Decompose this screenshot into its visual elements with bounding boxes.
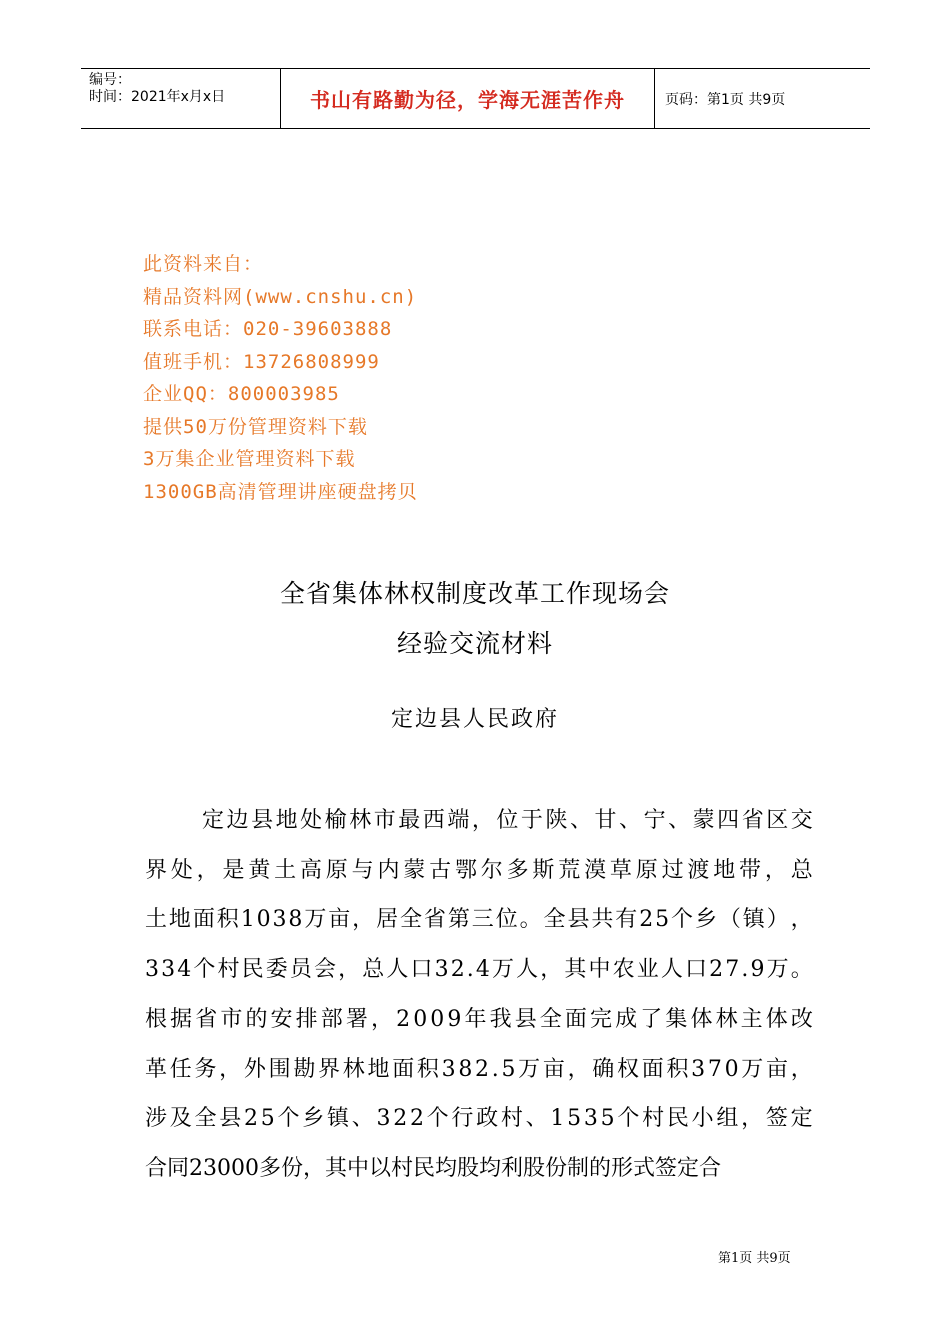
document-title-line1: 全省集体林权制度改革工作现场会 bbox=[279, 579, 670, 608]
document-author: 定边县人民政府 bbox=[390, 707, 559, 732]
body-line: 定 边 县 地 处 榆 林 市 最 西 端 ， 位 于 陕 、 甘 、 宁 、 蒙 四 省 区 交 bbox=[202, 808, 813, 833]
header-page-info: 页码：第1页 共9页 bbox=[665, 91, 786, 108]
source-line: 精品资料网(www.cnshu.cn) bbox=[143, 285, 418, 308]
source-line: 企业QQ：800003985 bbox=[143, 383, 340, 405]
source-line: 联系电话：020-39603888 bbox=[143, 318, 393, 340]
source-line: 提供50万份管理资料下载 bbox=[143, 415, 368, 438]
body-line: 土 地 面 积 1 0 3 8 万 亩 ， 居 全 省 第 三 位 。 全 县 共 有 2 5 个 乡 （ 镇 ） ， bbox=[145, 907, 813, 933]
body-line: 3 3 4 个 村 民 委 员 会 ， 总 人 口 3 2 . 4 万 人 ， 其 中 农 业 人 口 2 7 . 9 万 。 bbox=[145, 957, 813, 983]
header-time-label: 时间：2021年x月x日 bbox=[89, 89, 226, 105]
document-body bbox=[145, 796, 813, 1194]
document-title-line2: 经验交流材料 bbox=[396, 629, 553, 658]
source-line: 3万集企业管理资料下载 bbox=[143, 448, 356, 470]
header-meta-cell bbox=[81, 69, 281, 128]
header-number-label: 编号： bbox=[89, 72, 131, 88]
body-line: 涉 及 全 县 2 5 个 乡 镇 、 3 2 2 个 行 政 村 、 1 5 3 5 个 村 民 小 组 ， 签 定 bbox=[145, 1106, 813, 1132]
source-line: 1300GB高清管理讲座硬盘拷贝 bbox=[143, 480, 418, 503]
body-line: 革 任 务 ， 外 围 勘 界 林 地 面 积 3 8 2 . 5 万 亩 ， 确 权 面 积 3 7 0 万 亩 ， bbox=[145, 1056, 813, 1082]
source-info-block bbox=[143, 248, 418, 508]
page-footer: 第1页 共9页 bbox=[718, 1251, 791, 1266]
body-line: 合同23000多份，其中以村民均股均利股份制的形式签定合 bbox=[145, 1155, 721, 1181]
source-line: 值班手机：13726808999 bbox=[143, 350, 380, 373]
body-line: 根 据 省 市 的 安 排 部 署 ， 2 0 0 9 年 我 县 全 面 完 成 了 集 体 林 主 体 改 bbox=[145, 1006, 813, 1032]
body-line: 界 处 ， 是 黄 土 高 原 与 内 蒙 古 鄂 尔 多 斯 荒 漠 草 原 过 渡 地 带 ， 总 bbox=[145, 857, 813, 883]
page-header bbox=[81, 68, 870, 129]
source-line: 此资料来自： bbox=[143, 253, 264, 275]
header-motto: 书山有路勤为径，学海无涯苦作舟 bbox=[281, 69, 655, 128]
